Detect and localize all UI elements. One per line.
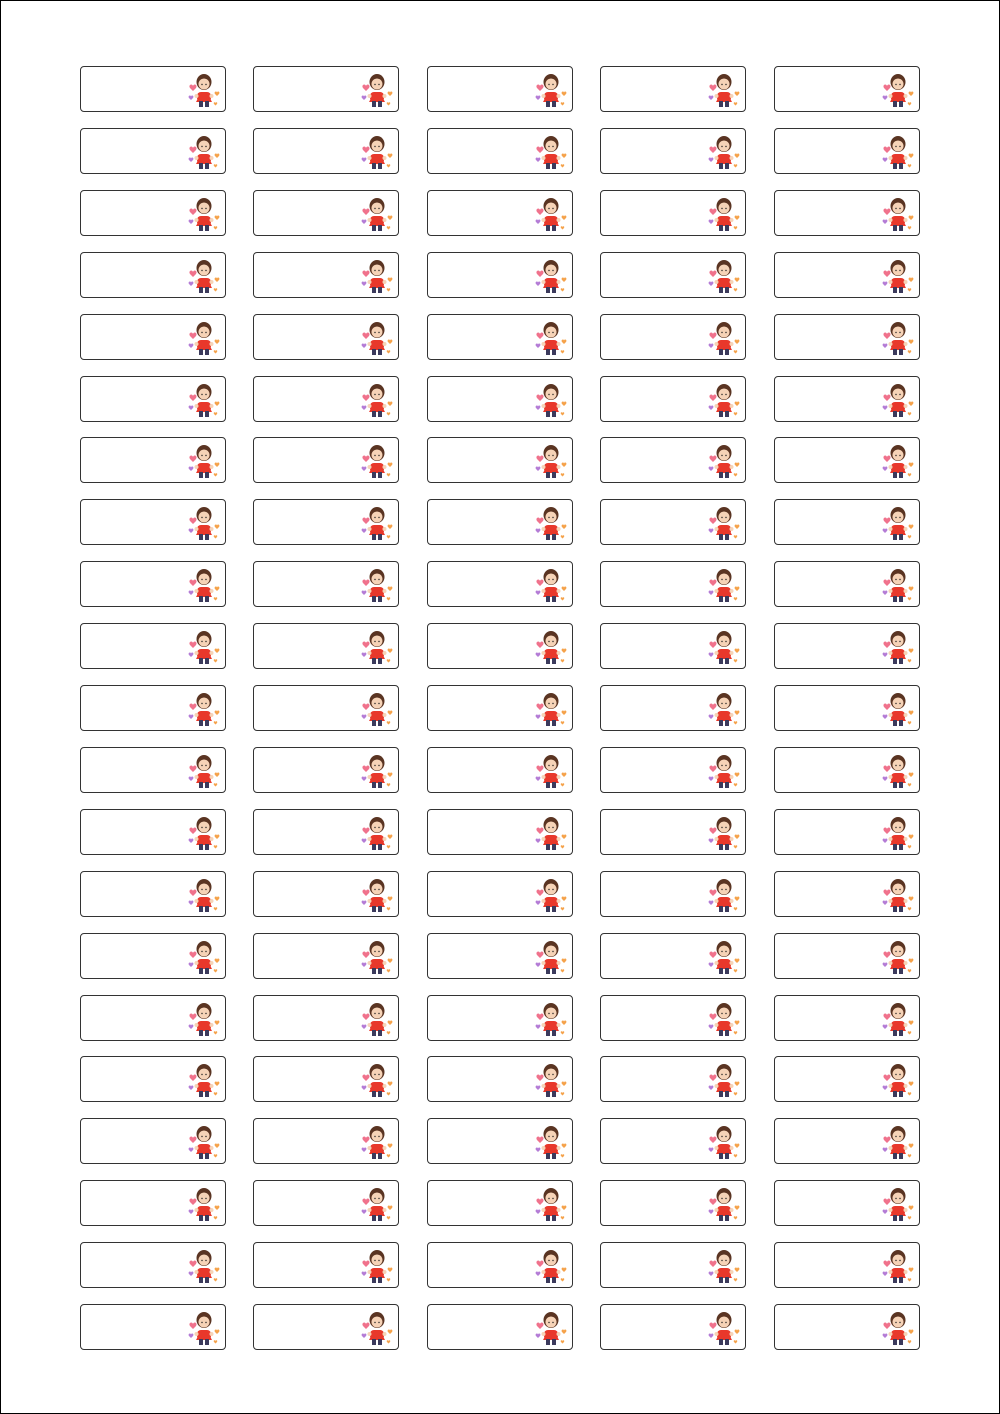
label-8-4 — [600, 499, 746, 545]
label-16-5 — [774, 995, 920, 1041]
girl-with-hearts-icon — [533, 258, 569, 296]
label-8-2 — [253, 499, 399, 545]
label-5-3 — [427, 314, 573, 360]
label-4-3 — [427, 252, 573, 298]
girl-with-hearts-icon — [880, 1001, 916, 1039]
label-17-2 — [253, 1056, 399, 1102]
label-17-4 — [600, 1056, 746, 1102]
label-15-2 — [253, 933, 399, 979]
label-6-5 — [774, 376, 920, 422]
label-16-4 — [600, 995, 746, 1041]
girl-with-hearts-icon — [880, 382, 916, 420]
label-8-1 — [80, 499, 226, 545]
girl-with-hearts-icon — [359, 567, 395, 605]
girl-with-hearts-icon — [533, 939, 569, 977]
label-18-2 — [253, 1118, 399, 1164]
girl-with-hearts-icon — [359, 196, 395, 234]
girl-with-hearts-icon — [880, 258, 916, 296]
girl-with-hearts-icon — [706, 1186, 742, 1224]
label-14-5 — [774, 871, 920, 917]
girl-with-hearts-icon — [706, 1001, 742, 1039]
label-7-3 — [427, 437, 573, 483]
girl-with-hearts-icon — [186, 258, 222, 296]
girl-with-hearts-icon — [186, 72, 222, 110]
label-15-1 — [80, 933, 226, 979]
label-1-5 — [774, 66, 920, 112]
label-1-3 — [427, 66, 573, 112]
girl-with-hearts-icon — [186, 629, 222, 667]
girl-with-hearts-icon — [359, 72, 395, 110]
label-7-4 — [600, 437, 746, 483]
girl-with-hearts-icon — [533, 443, 569, 481]
girl-with-hearts-icon — [359, 691, 395, 729]
girl-with-hearts-icon — [186, 382, 222, 420]
girl-with-hearts-icon — [359, 382, 395, 420]
girl-with-hearts-icon — [533, 134, 569, 172]
girl-with-hearts-icon — [706, 72, 742, 110]
girl-with-hearts-icon — [880, 443, 916, 481]
girl-with-hearts-icon — [706, 196, 742, 234]
label-19-3 — [427, 1180, 573, 1226]
girl-with-hearts-icon — [186, 1062, 222, 1100]
label-3-3 — [427, 190, 573, 236]
girl-with-hearts-icon — [359, 443, 395, 481]
girl-with-hearts-icon — [533, 629, 569, 667]
girl-with-hearts-icon — [186, 505, 222, 543]
girl-with-hearts-icon — [186, 877, 222, 915]
girl-with-hearts-icon — [359, 877, 395, 915]
label-20-2 — [253, 1242, 399, 1288]
label-11-3 — [427, 685, 573, 731]
label-12-5 — [774, 747, 920, 793]
girl-with-hearts-icon — [533, 567, 569, 605]
girl-with-hearts-icon — [533, 1248, 569, 1286]
label-17-5 — [774, 1056, 920, 1102]
girl-with-hearts-icon — [706, 382, 742, 420]
girl-with-hearts-icon — [706, 1248, 742, 1286]
label-3-5 — [774, 190, 920, 236]
label-12-1 — [80, 747, 226, 793]
label-5-5 — [774, 314, 920, 360]
label-13-5 — [774, 809, 920, 855]
label-4-2 — [253, 252, 399, 298]
girl-with-hearts-icon — [533, 505, 569, 543]
label-1-2 — [253, 66, 399, 112]
label-14-4 — [600, 871, 746, 917]
label-18-3 — [427, 1118, 573, 1164]
girl-with-hearts-icon — [880, 567, 916, 605]
label-9-2 — [253, 561, 399, 607]
girl-with-hearts-icon — [359, 1062, 395, 1100]
label-4-5 — [774, 252, 920, 298]
label-21-1 — [80, 1304, 226, 1350]
label-5-2 — [253, 314, 399, 360]
label-12-2 — [253, 747, 399, 793]
girl-with-hearts-icon — [880, 629, 916, 667]
label-21-3 — [427, 1304, 573, 1350]
label-14-1 — [80, 871, 226, 917]
girl-with-hearts-icon — [880, 815, 916, 853]
girl-with-hearts-icon — [706, 505, 742, 543]
label-5-1 — [80, 314, 226, 360]
label-20-5 — [774, 1242, 920, 1288]
label-20-3 — [427, 1242, 573, 1288]
girl-with-hearts-icon — [359, 1310, 395, 1348]
girl-with-hearts-icon — [533, 753, 569, 791]
label-grid — [1, 1, 999, 1413]
label-9-5 — [774, 561, 920, 607]
label-10-5 — [774, 623, 920, 669]
girl-with-hearts-icon — [706, 877, 742, 915]
girl-with-hearts-icon — [880, 1186, 916, 1224]
girl-with-hearts-icon — [706, 815, 742, 853]
label-2-1 — [80, 128, 226, 174]
label-10-2 — [253, 623, 399, 669]
label-3-1 — [80, 190, 226, 236]
girl-with-hearts-icon — [880, 1248, 916, 1286]
girl-with-hearts-icon — [186, 1186, 222, 1224]
girl-with-hearts-icon — [880, 320, 916, 358]
label-10-1 — [80, 623, 226, 669]
label-5-4 — [600, 314, 746, 360]
label-11-4 — [600, 685, 746, 731]
label-6-3 — [427, 376, 573, 422]
girl-with-hearts-icon — [359, 1186, 395, 1224]
label-6-1 — [80, 376, 226, 422]
girl-with-hearts-icon — [186, 1248, 222, 1286]
label-17-3 — [427, 1056, 573, 1102]
label-21-2 — [253, 1304, 399, 1350]
girl-with-hearts-icon — [533, 1310, 569, 1348]
label-15-3 — [427, 933, 573, 979]
label-13-4 — [600, 809, 746, 855]
label-12-3 — [427, 747, 573, 793]
girl-with-hearts-icon — [706, 320, 742, 358]
girl-with-hearts-icon — [359, 258, 395, 296]
label-6-2 — [253, 376, 399, 422]
label-7-5 — [774, 437, 920, 483]
label-10-4 — [600, 623, 746, 669]
girl-with-hearts-icon — [186, 320, 222, 358]
label-8-3 — [427, 499, 573, 545]
girl-with-hearts-icon — [359, 505, 395, 543]
label-11-5 — [774, 685, 920, 731]
label-3-4 — [600, 190, 746, 236]
girl-with-hearts-icon — [186, 443, 222, 481]
girl-with-hearts-icon — [533, 691, 569, 729]
girl-with-hearts-icon — [359, 939, 395, 977]
girl-with-hearts-icon — [533, 1062, 569, 1100]
girl-with-hearts-icon — [880, 691, 916, 729]
label-13-1 — [80, 809, 226, 855]
label-20-1 — [80, 1242, 226, 1288]
girl-with-hearts-icon — [706, 1062, 742, 1100]
label-13-2 — [253, 809, 399, 855]
label-2-3 — [427, 128, 573, 174]
girl-with-hearts-icon — [186, 815, 222, 853]
girl-with-hearts-icon — [706, 443, 742, 481]
label-17-1 — [80, 1056, 226, 1102]
girl-with-hearts-icon — [359, 815, 395, 853]
label-18-1 — [80, 1118, 226, 1164]
girl-with-hearts-icon — [533, 382, 569, 420]
label-12-4 — [600, 747, 746, 793]
girl-with-hearts-icon — [359, 629, 395, 667]
label-1-4 — [600, 66, 746, 112]
label-16-1 — [80, 995, 226, 1041]
girl-with-hearts-icon — [186, 753, 222, 791]
label-2-2 — [253, 128, 399, 174]
girl-with-hearts-icon — [706, 567, 742, 605]
label-15-5 — [774, 933, 920, 979]
label-4-1 — [80, 252, 226, 298]
girl-with-hearts-icon — [706, 691, 742, 729]
girl-with-hearts-icon — [533, 877, 569, 915]
label-2-4 — [600, 128, 746, 174]
girl-with-hearts-icon — [880, 505, 916, 543]
label-14-3 — [427, 871, 573, 917]
girl-with-hearts-icon — [186, 1001, 222, 1039]
girl-with-hearts-icon — [880, 72, 916, 110]
label-14-2 — [253, 871, 399, 917]
girl-with-hearts-icon — [533, 72, 569, 110]
girl-with-hearts-icon — [533, 1001, 569, 1039]
girl-with-hearts-icon — [186, 134, 222, 172]
girl-with-hearts-icon — [186, 196, 222, 234]
girl-with-hearts-icon — [706, 939, 742, 977]
label-19-2 — [253, 1180, 399, 1226]
label-11-2 — [253, 685, 399, 731]
girl-with-hearts-icon — [186, 567, 222, 605]
girl-with-hearts-icon — [359, 1124, 395, 1162]
label-19-5 — [774, 1180, 920, 1226]
label-1-1 — [80, 66, 226, 112]
girl-with-hearts-icon — [880, 939, 916, 977]
label-2-5 — [774, 128, 920, 174]
label-8-5 — [774, 499, 920, 545]
girl-with-hearts-icon — [533, 196, 569, 234]
label-18-5 — [774, 1118, 920, 1164]
label-10-3 — [427, 623, 573, 669]
girl-with-hearts-icon — [359, 753, 395, 791]
label-11-1 — [80, 685, 226, 731]
label-19-4 — [600, 1180, 746, 1226]
label-16-2 — [253, 995, 399, 1041]
girl-with-hearts-icon — [880, 134, 916, 172]
label-9-4 — [600, 561, 746, 607]
label-19-1 — [80, 1180, 226, 1226]
girl-with-hearts-icon — [186, 691, 222, 729]
label-21-4 — [600, 1304, 746, 1350]
girl-with-hearts-icon — [533, 815, 569, 853]
label-9-3 — [427, 561, 573, 607]
girl-with-hearts-icon — [880, 1310, 916, 1348]
girl-with-hearts-icon — [186, 1310, 222, 1348]
girl-with-hearts-icon — [706, 134, 742, 172]
label-16-3 — [427, 995, 573, 1041]
girl-with-hearts-icon — [880, 1062, 916, 1100]
girl-with-hearts-icon — [533, 320, 569, 358]
label-20-4 — [600, 1242, 746, 1288]
girl-with-hearts-icon — [359, 320, 395, 358]
label-3-2 — [253, 190, 399, 236]
girl-with-hearts-icon — [706, 258, 742, 296]
girl-with-hearts-icon — [533, 1186, 569, 1224]
girl-with-hearts-icon — [359, 134, 395, 172]
girl-with-hearts-icon — [186, 939, 222, 977]
label-15-4 — [600, 933, 746, 979]
girl-with-hearts-icon — [880, 1124, 916, 1162]
girl-with-hearts-icon — [706, 1310, 742, 1348]
girl-with-hearts-icon — [880, 196, 916, 234]
girl-with-hearts-icon — [533, 1124, 569, 1162]
label-6-4 — [600, 376, 746, 422]
label-7-1 — [80, 437, 226, 483]
girl-with-hearts-icon — [706, 753, 742, 791]
label-18-4 — [600, 1118, 746, 1164]
label-21-5 — [774, 1304, 920, 1350]
girl-with-hearts-icon — [359, 1001, 395, 1039]
girl-with-hearts-icon — [880, 753, 916, 791]
label-4-4 — [600, 252, 746, 298]
girl-with-hearts-icon — [186, 1124, 222, 1162]
label-13-3 — [427, 809, 573, 855]
girl-with-hearts-icon — [359, 1248, 395, 1286]
label-7-2 — [253, 437, 399, 483]
girl-with-hearts-icon — [706, 1124, 742, 1162]
girl-with-hearts-icon — [880, 877, 916, 915]
girl-with-hearts-icon — [706, 629, 742, 667]
label-9-1 — [80, 561, 226, 607]
